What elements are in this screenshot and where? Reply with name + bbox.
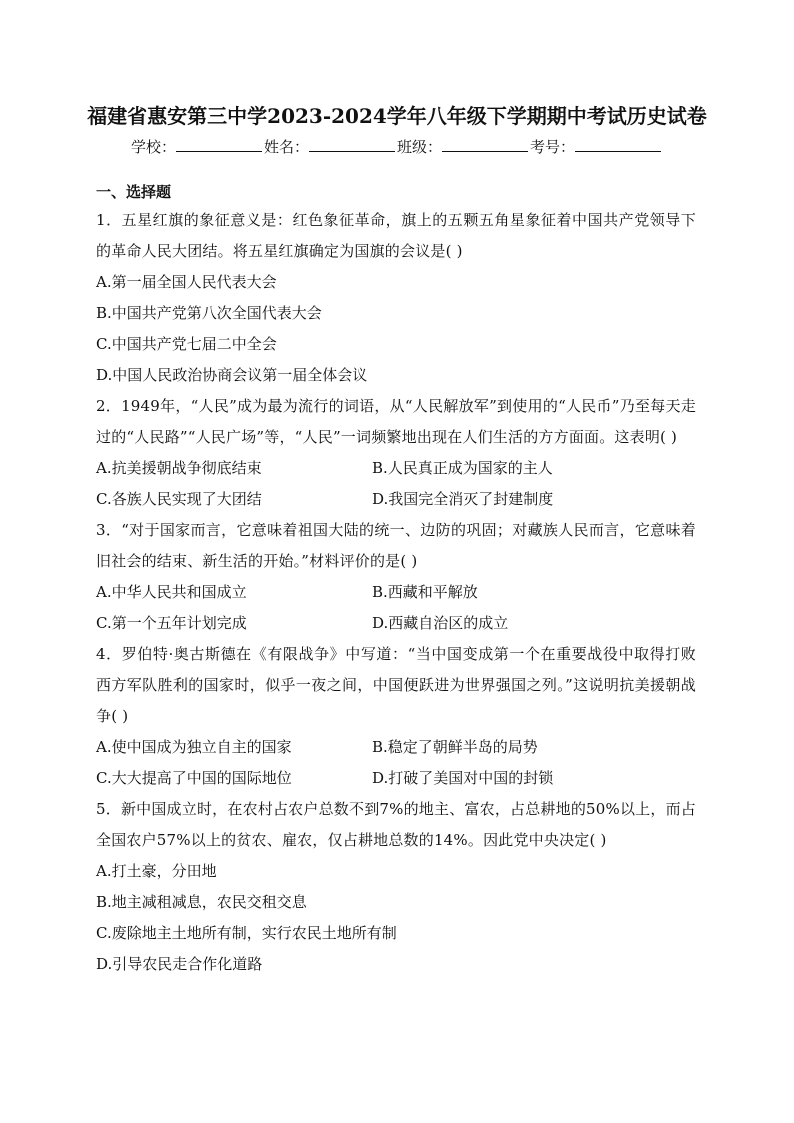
option-a: A.使中国成为独立自主的国家 xyxy=(96,738,292,756)
option-c: C.第一个五年计划完成 xyxy=(96,614,247,632)
option-row xyxy=(96,732,696,763)
option-a: A.中华人民共和国成立 xyxy=(96,583,247,601)
option-c: C.各族人民实现了大团结 xyxy=(96,490,262,508)
option-c: C.废除地主土地所有制，实行农民土地所有制 xyxy=(96,924,397,942)
question-stem: 1．五星红旗的象征意义是：红色象征革命，旗上的五颗五角星象征着中国共产党领导下的革命人民大团结。将五星红旗确定为国旗的会议是( ) xyxy=(96,211,696,260)
name-field xyxy=(264,136,397,157)
question-2 xyxy=(96,391,696,515)
option-d: D.西藏自治区的成立 xyxy=(372,614,509,632)
option-d: D.打破了美国对中国的封锁 xyxy=(372,769,554,787)
question-stem: 3．“对于国家而言，它意味着祖国大陆的统一、边防的巩固；对藏族人民而言，它意味着旧社会的结束、新生活的开始。”材料评价的是( ) xyxy=(96,521,696,570)
school-blank xyxy=(176,139,262,152)
option-d: D.中国人民政治协商会议第一届全体会议 xyxy=(96,366,368,384)
option-a: A.打土豪，分田地 xyxy=(96,862,217,880)
question-3 xyxy=(96,515,696,639)
question-section xyxy=(96,179,696,980)
option-b: B.稳定了朝鲜半岛的局势 xyxy=(372,738,538,756)
name-blank xyxy=(309,139,395,152)
question-5 xyxy=(96,794,696,980)
student-info-line xyxy=(0,136,794,157)
exam-number-field xyxy=(530,136,663,157)
section-heading: 一、选择题 xyxy=(96,183,172,201)
question-1 xyxy=(96,205,696,391)
option-b: B.西藏和平解放 xyxy=(372,583,478,601)
question-stem: 5．新中国成立时，在农村占农户总数不到7%的地主、富农，占总耕地的50%以上，而占全国农户57%以上的贫农、雇农，仅占耕地总数的14%。因此党中央决定( ) xyxy=(96,800,696,849)
class-label: 班级： xyxy=(397,138,443,156)
option-row xyxy=(96,453,696,484)
option-a: A.第一届全国人民代表大会 xyxy=(96,273,277,291)
question-stem: 2．1949年，“人民”成为最为流行的词语，从“人民解放军”到使用的“人民币”乃至每天走过的“人民路”“人民广场”等，“人民”一词频繁地出现在人们生活的方方面面。这表明( ) xyxy=(96,397,696,446)
class-field xyxy=(397,136,530,157)
option-d: D.我国完全消灭了封建制度 xyxy=(372,490,554,508)
option-b: B.地主减租减息，农民交租交息 xyxy=(96,893,307,911)
exam-number-blank xyxy=(575,139,661,152)
school-label: 学校： xyxy=(130,138,176,156)
school-field xyxy=(131,136,264,157)
option-c: C.中国共产党七届二中全会 xyxy=(96,335,277,353)
option-row xyxy=(96,484,696,515)
name-label: 姓名： xyxy=(263,138,309,156)
option-c: C.大大提高了中国的国际地位 xyxy=(96,769,292,787)
class-blank xyxy=(442,139,528,152)
question-stem: 4．罗伯特·奥古斯德在《有限战争》中写道：“当中国变成第一个在重要战役中取得打败西方军队胜利的国家时，似乎一夜之间，中国便跃进为世界强国之列。”这说明抗美援朝战争( ) xyxy=(96,645,696,725)
exam-title: 福建省惠安第三中学2023-2024学年八年级下学期期中考试历史试卷 xyxy=(87,104,707,128)
option-a: A.抗美援朝战争彻底结束 xyxy=(96,459,262,477)
option-d: D.引导农民走合作化道路 xyxy=(96,955,263,973)
exam-number-label: 考号： xyxy=(530,138,576,156)
option-row xyxy=(96,608,696,639)
question-4 xyxy=(96,639,696,794)
option-b: B.中国共产党第八次全国代表大会 xyxy=(96,304,322,322)
option-row xyxy=(96,577,696,608)
option-b: B.人民真正成为国家的主人 xyxy=(372,459,553,477)
option-row xyxy=(96,763,696,794)
